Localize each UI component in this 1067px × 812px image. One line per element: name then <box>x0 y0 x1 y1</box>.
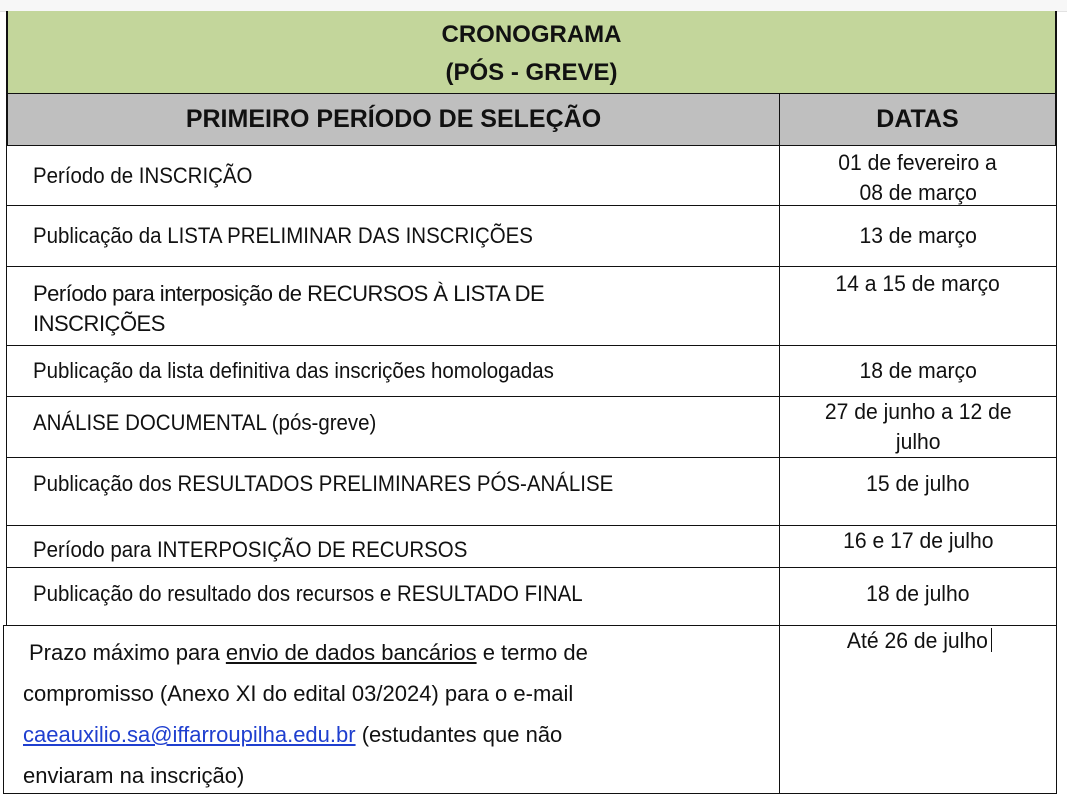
table-row-date <box>779 145 1057 206</box>
table-row-date <box>779 625 1057 794</box>
date-text-line-2: julho <box>895 429 941 454</box>
activity-text: Período para INTERPOSIÇÃO DE RECURSOS <box>33 537 468 562</box>
activity-text: Publicação da lista definitiva das inscrições homologadas <box>33 358 554 383</box>
table-row-date <box>779 457 1057 526</box>
table-row-activity <box>6 145 780 206</box>
table-row-activity <box>6 457 780 526</box>
date-text-editable[interactable] <box>844 626 993 656</box>
table-row-activity <box>6 396 780 458</box>
header-dates <box>779 93 1057 146</box>
header-activity <box>6 93 780 146</box>
activity-text: Publicação dos RESULTADOS PRELIMINARES PÓS-ANÁLISE <box>33 471 614 496</box>
deadline-prefix: Prazo máximo para <box>29 640 226 665</box>
date-text-line-2: 08 de março <box>859 180 977 205</box>
date-text: 18 de julho <box>866 581 970 606</box>
table-row-activity <box>6 205 780 267</box>
header-activity-label: PRIMEIRO PERÍODO DE SELEÇÃO <box>185 105 602 133</box>
date-text: 16 e 17 de julho <box>842 528 994 553</box>
table-row-date <box>779 567 1057 626</box>
bank-data-line-1 <box>23 632 769 673</box>
date-text: 14 a 15 de março <box>835 271 1001 296</box>
date-text: 13 de março <box>859 223 977 248</box>
table-row-date <box>779 396 1057 458</box>
date-text-line-1: 01 de fevereiro a <box>838 150 998 175</box>
table-row-date <box>779 205 1057 267</box>
date-text-line-1: 27 de junho a 12 de <box>824 399 1012 424</box>
header-dates-label: DATAS <box>876 105 959 133</box>
activity-text-line-2: INSCRIÇÕES <box>33 311 165 336</box>
table-row-date <box>779 345 1057 397</box>
text-cursor <box>991 628 992 652</box>
table-row-activity <box>6 525 780 568</box>
activity-text: Publicação da LISTA PRELIMINAR DAS INSCRIÇÕES <box>33 223 533 248</box>
table-row-date <box>779 525 1057 568</box>
table-row-activity <box>6 567 780 626</box>
activity-text: Período de INSCRIÇÃO <box>33 162 253 188</box>
deadline-suffix: e termo de <box>476 640 588 665</box>
title-line-1: CRONOGRAMA <box>441 21 622 48</box>
date-text: Até 26 de julho <box>846 628 988 653</box>
table-row-date <box>779 266 1057 346</box>
activity-text: Publicação do resultado dos recursos e RESULTADO FINAL <box>33 581 583 606</box>
date-text: 15 de julho <box>866 471 970 496</box>
date-text: 18 de março <box>859 358 977 383</box>
title-line-2: (PÓS - GREVE) <box>445 59 618 86</box>
activity-text-line-1: Período para interposição de RECURSOS À LISTA DE <box>33 281 545 306</box>
bank-data-line-4: enviaram na inscrição) <box>23 763 245 788</box>
bank-data-line-2: compromisso (Anexo XI do edital 03/2024) para o e-mail <box>23 681 574 706</box>
email-suffix: (estudantes que não <box>355 722 563 747</box>
table-row-activity <box>6 266 780 346</box>
table-title <box>6 11 1057 94</box>
activity-text: ANÁLISE DOCUMENTAL (pós-greve) <box>33 410 377 435</box>
bank-data-line-3 <box>23 714 769 755</box>
table-row-activity-bank-data <box>3 625 780 794</box>
bank-data-underlined: envio de dados bancários <box>225 640 477 665</box>
table-row-activity <box>6 345 780 397</box>
email-link[interactable]: caeauxilio.sa@iffarroupilha.edu.br <box>23 722 356 747</box>
